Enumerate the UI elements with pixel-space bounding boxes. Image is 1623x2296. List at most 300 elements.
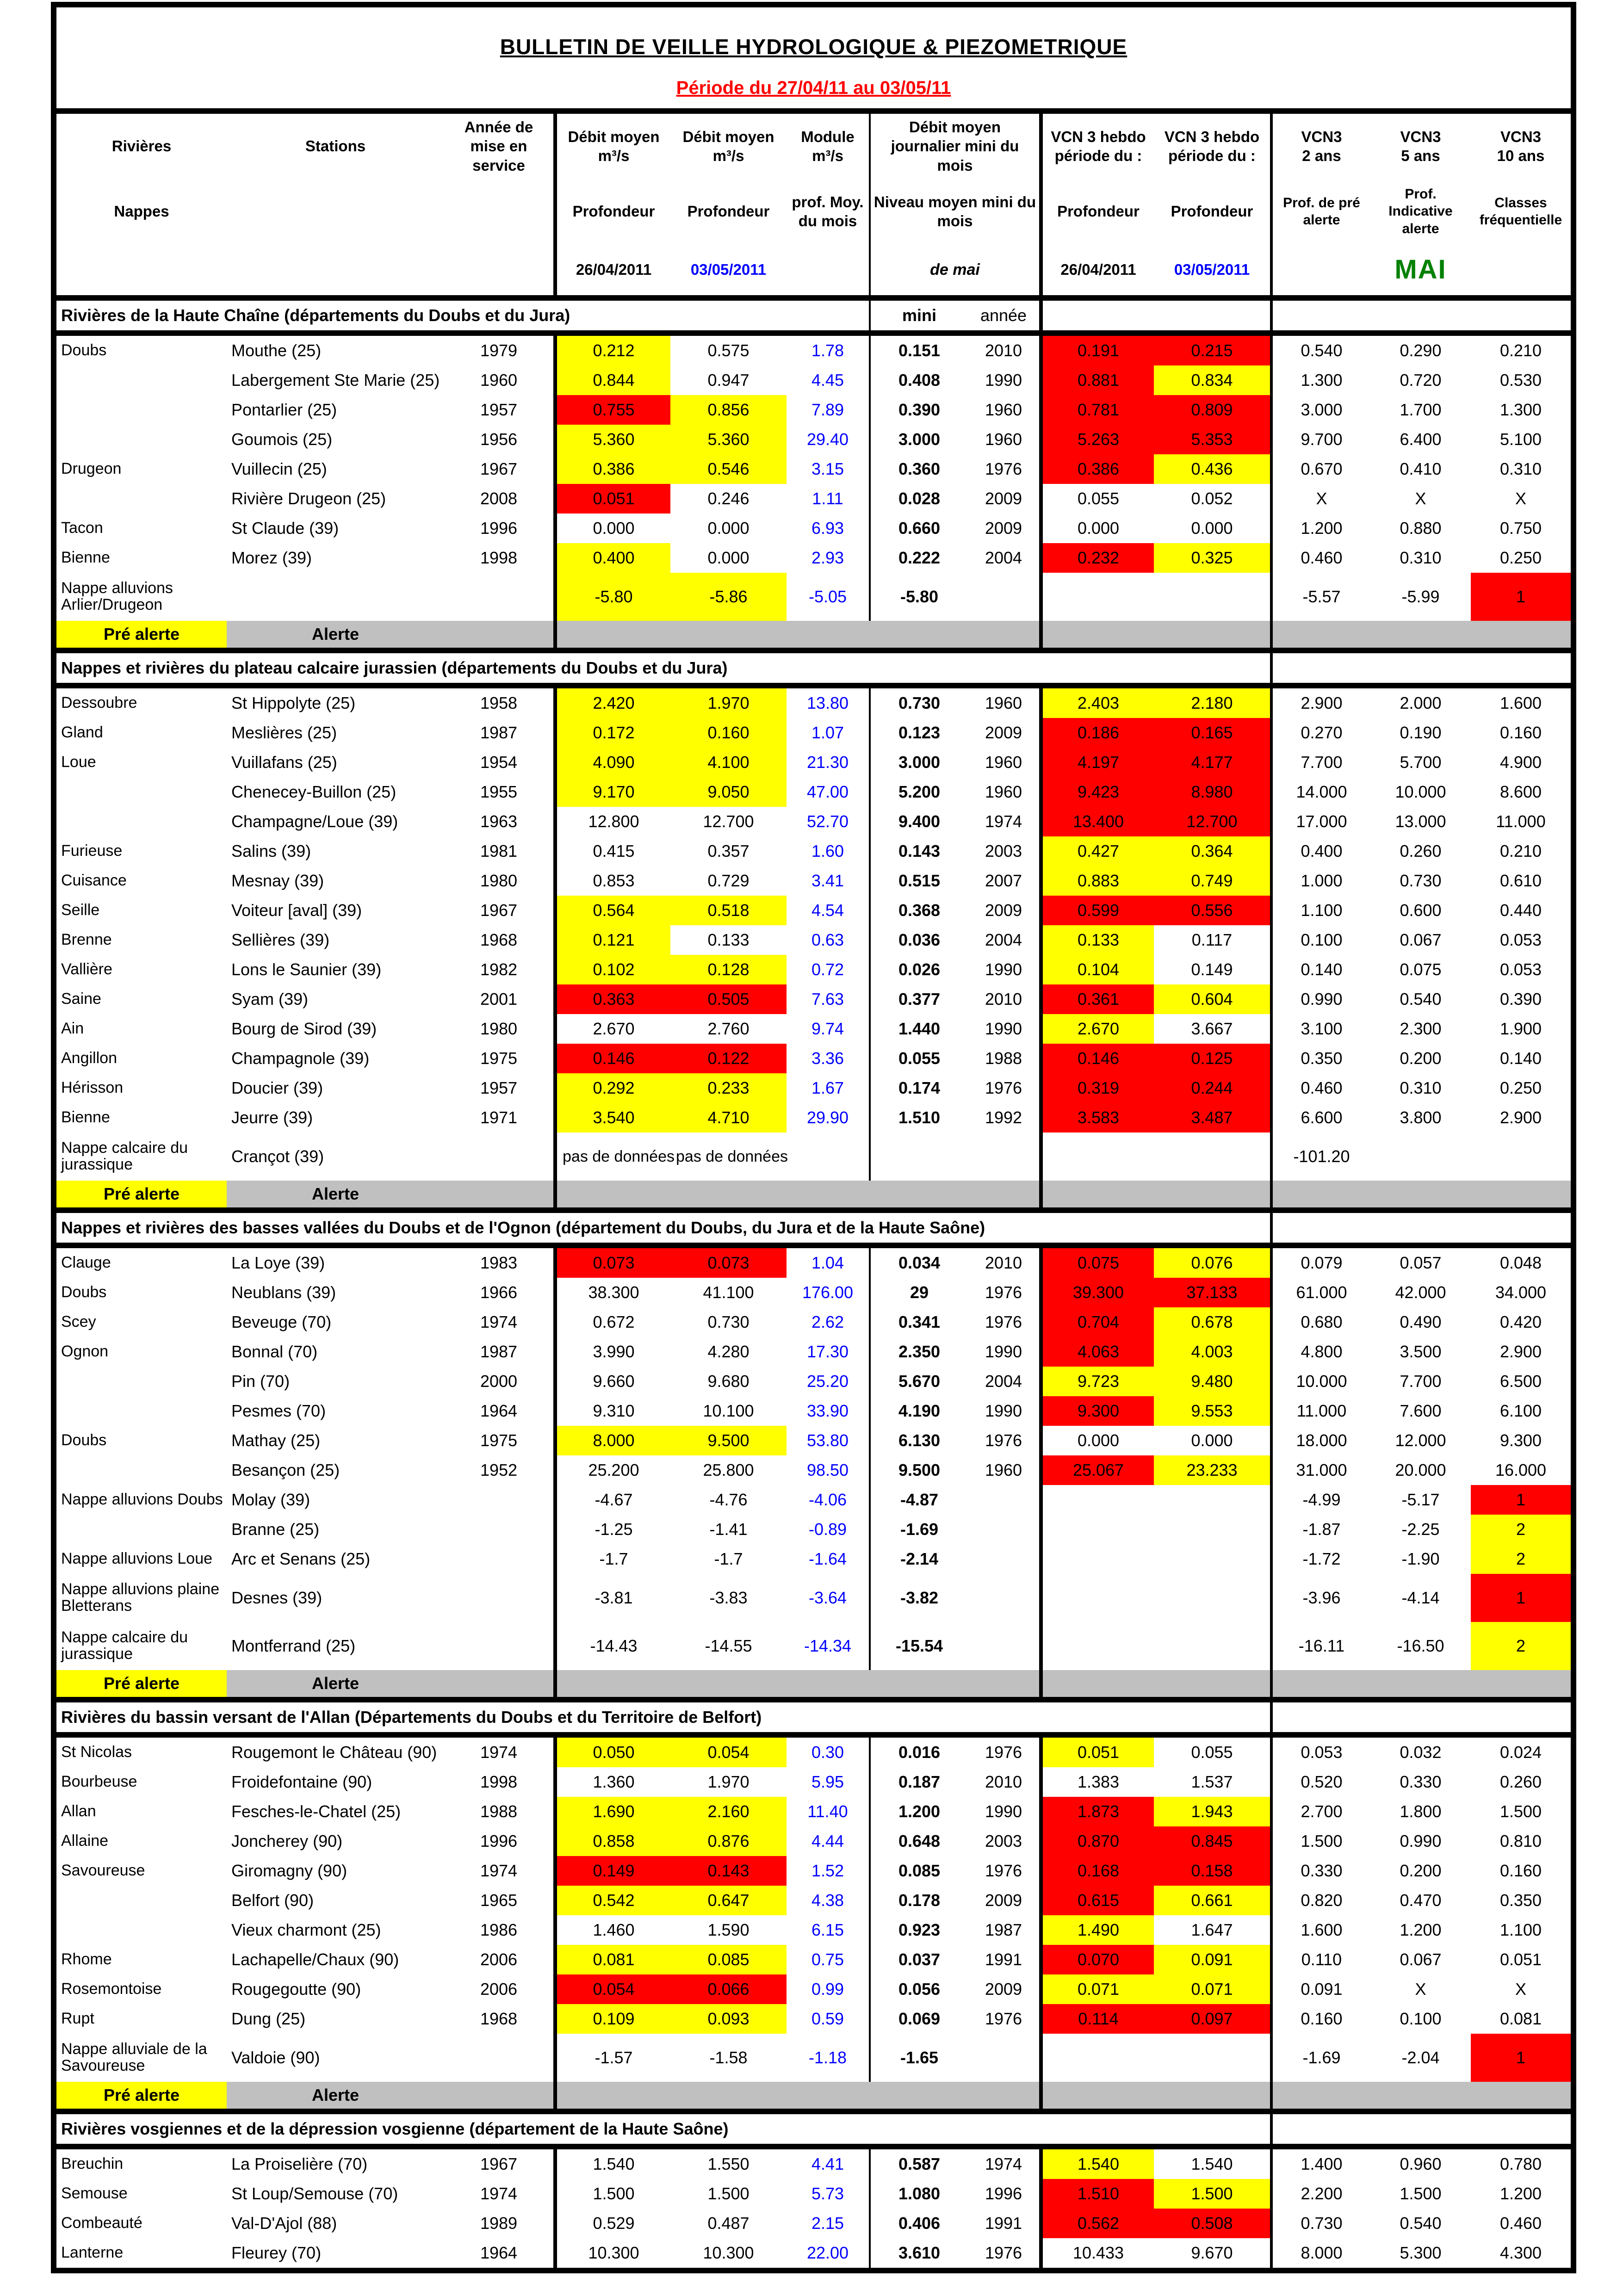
cell-vcn3-prev: 0.386 [1039,454,1154,484]
cell-vcn3-prev: 0.615 [1039,1886,1154,1915]
cell-vcn3-curr: 1.500 [1154,2179,1270,2209]
table-row [56,896,1571,925]
cell-station: Morez (39) [231,548,312,567]
legend-filler [553,1670,1039,1697]
cell-vcn3-2ans: 0.330 [1270,1856,1370,1886]
cell-debit-curr: 4.710 [670,1103,787,1133]
cell-debit-curr: 0.246 [707,489,750,508]
cell-module: 4.44 [811,1831,844,1850]
cell-riviere-nappe: Clauge [61,1254,111,1272]
cell-vcn3-prev: 0.070 [1039,1945,1154,1974]
table-row [56,2004,1571,2034]
cell-debit-curr: 25.800 [703,1460,754,1479]
cell-debit-curr: -3.83 [709,1588,748,1607]
cell-module: 6.15 [811,1920,844,1939]
cell-riviere-nappe: Rosemontoise [61,1980,162,1998]
cell-annee-mini: 1991 [985,1949,1022,1969]
cell-debit-curr: pas de données [676,1147,788,1165]
cell-module: 17.30 [806,1342,849,1361]
cell-debit-prev: 0.121 [553,925,670,955]
cell-vcn3-prev: 9.423 [1039,777,1154,807]
cell-vcn3-curr: 12.700 [1154,807,1270,836]
cell-station: Molay (39) [231,1490,310,1509]
header-spacer-c1 [56,244,553,295]
cell-vcn3-2ans: -3.96 [1270,1574,1370,1622]
header-profondeur-1: Profondeur [553,179,670,244]
cell-classe-frequentielle: 0.053 [1499,930,1542,949]
cell-annee-service [444,1485,553,1515]
cell-riviere-nappe: Ain [61,1020,84,1038]
cell-module: 2.62 [811,1312,844,1331]
cell-annee-mini: 2009 [985,1890,1022,1910]
cell-annee-mini: 1976 [985,1430,1022,1450]
header-debit-moyen-1-label: Débit moyen [568,128,660,145]
cell-vcn3-curr: 3.667 [1191,1019,1233,1038]
section-divider-bar [56,2144,1571,2149]
cell-vcn3-5ans [1370,1133,1471,1181]
cell-riviere-nappe: Nappe alluviale de la Savoureuse [61,2040,207,2074]
cell-annee-service: 2006 [480,1949,518,1969]
cell-vcn3-prev: 4.063 [1039,1337,1154,1367]
cell-debit-prev: 0.564 [553,896,670,925]
cell-annee-mini: 1976 [985,1742,1022,1762]
cell-vcn3-prev: 0.146 [1039,1044,1154,1073]
cell-classe-frequentielle: 9.300 [1499,1430,1542,1450]
cell-module: 1.11 [812,489,843,508]
cell-vcn3-curr: 8.980 [1154,777,1270,807]
cell-annee-mini: 1976 [985,2009,1022,2028]
cell-station: Jeurre (39) [231,1108,313,1127]
cell-annee-mini [968,1515,1039,1544]
cell-vcn3-2ans: 0.140 [1270,955,1370,984]
cell-debit-curr: 2.760 [707,1019,750,1038]
cell-annee-mini: 1976 [985,459,1022,478]
legend-filler [1039,1181,1270,1207]
cell-vcn3-curr: 4.003 [1154,1337,1270,1367]
cell-debit-curr: 5.360 [670,425,787,454]
cell-vcn3-curr: 23.233 [1154,1455,1270,1485]
cell-vcn3-2ans: 2.900 [1270,688,1370,718]
cell-vcn3-prev: 1.490 [1039,1915,1154,1945]
cell-mini-mois: 1.440 [869,1014,968,1044]
cell-mini-mois: 3.610 [869,2238,968,2268]
cell-vcn3-prev: 1.873 [1039,1797,1154,1826]
cell-debit-prev: 0.386 [553,454,670,484]
cell-station: Branne (25) [231,1519,320,1539]
section-divider-bar [56,1243,1571,1248]
cell-vcn3-5ans: -5.17 [1401,1490,1440,1509]
cell-vcn3-curr: 0.325 [1154,543,1270,573]
cell-debit-curr: 0.160 [670,718,787,748]
cell-debit-prev: 1.690 [553,1797,670,1826]
cell-debit-prev: 1.460 [553,1915,670,1945]
cell-vcn3-2ans: 0.990 [1270,984,1370,1014]
cell-annee-mini [968,2034,1039,2082]
cell-annee-service: 1963 [480,811,518,831]
table-row [56,1826,1571,1856]
cell-vcn3-prev [1039,1515,1154,1544]
cell-riviere-nappe: Scey [61,1313,96,1331]
cell-classe-frequentielle: 0.160 [1499,1861,1542,1880]
cell-vcn3-2ans: -4.99 [1270,1485,1370,1515]
cell-annee-mini [968,1544,1039,1574]
cell-module: 1.78 [811,340,844,360]
cell-station: Besançon (25) [231,1460,340,1479]
header-vcn3-label-2: VCN3 [1400,128,1441,145]
cell-vcn3-5ans: 1.500 [1400,2184,1442,2203]
cell-annee-service: 1983 [480,1253,518,1272]
cell-module: 4.54 [811,900,844,920]
cell-debit-curr: 0.487 [707,2213,750,2233]
table-row [56,1622,1571,1670]
cell-vcn3-5ans: 0.990 [1400,1831,1442,1850]
header-annee-service: Année de mise en service [464,118,533,174]
cell-debit-prev: 3.540 [553,1103,670,1133]
cell-riviere-nappe [56,1367,227,1396]
cell-vcn3-2ans: 11.000 [1270,1396,1370,1426]
cell-debit-prev: 0.853 [553,866,670,896]
cell-annee-service: 2000 [480,1371,518,1391]
cell-mini-mois: 0.028 [869,484,968,514]
cell-station: Giromagny (90) [231,1861,347,1880]
cell-module: 0.99 [811,1979,844,1999]
cell-mini-mois: 4.190 [869,1396,968,1426]
cell-debit-curr: 0.085 [670,1945,787,1974]
page-title: BULLETIN DE VEILLE HYDROLOGIQUE & PIEZOMETRIQUE [500,35,1127,59]
section-divider-bar [56,330,1571,336]
cell-station: Crançot (39) [231,1146,324,1166]
legend-pre-alerte: Pré alerte [56,621,227,648]
cell-annee-service: 1981 [480,841,518,860]
cell-vcn3-curr: 0.436 [1154,454,1270,484]
cell-module: 1.52 [811,1861,844,1880]
legend-row [56,2082,1571,2109]
header-date-prev-2: 26/04/2011 [1039,244,1154,295]
legend-filler [553,621,1039,648]
table-row [56,1307,1571,1337]
cell-module: 3.15 [811,459,844,478]
table-row [56,984,1571,1014]
cell-riviere-nappe: Bienne [61,1108,110,1126]
cell-vcn3-prev: 0.232 [1039,543,1154,573]
cell-vcn3-curr: 0.749 [1154,866,1270,896]
cell-debit-curr: 0.575 [707,340,750,360]
header-debit-moyen-2 [670,114,787,179]
cell-mini-mois: -3.82 [869,1574,968,1622]
cell-classe-frequentielle: 2.900 [1499,1108,1542,1127]
cell-mini-mois: 0.034 [869,1248,968,1278]
table-row [56,1044,1571,1073]
section-divider-bar [56,648,1571,653]
cell-station: Sellières (39) [231,930,330,949]
cell-annee-service: 1967 [480,2154,518,2173]
cell-module: 0.75 [811,1949,844,1969]
cell-debit-curr: 0.128 [670,955,787,984]
cell-vcn3-prev [1039,2034,1154,2082]
cell-vcn3-5ans: 3.800 [1400,1108,1442,1127]
cell-debit-prev: 0.415 [553,836,670,866]
cell-annee-mini: 1960 [985,782,1022,801]
cell-module: -1.18 [808,2048,847,2067]
table-row [56,2209,1571,2238]
cell-classe-frequentielle: 0.053 [1499,959,1542,979]
cell-vcn3-2ans: 0.100 [1270,925,1370,955]
cell-annee-service: 1971 [480,1108,518,1127]
legend-row [56,1181,1571,1207]
cell-vcn3-prev [1039,573,1154,621]
cell-vcn3-curr: 0.117 [1191,930,1233,949]
legend-filler [1039,1670,1270,1697]
cell-vcn3-prev: 0.133 [1039,925,1154,955]
cell-module: -0.89 [808,1519,847,1539]
cell-module: 21.30 [806,752,849,772]
cell-riviere-nappe: Vallière [61,960,112,978]
cell-vcn3-5ans: 1.800 [1400,1801,1442,1821]
cell-mini-mois: -15.54 [869,1622,968,1670]
cell-vcn3-2ans: 6.600 [1270,1103,1370,1133]
cell-module: 0.30 [811,1742,844,1762]
cell-debit-prev: -14.43 [553,1622,670,1670]
cell-vcn3-5ans: 0.600 [1400,900,1442,920]
cell-station: Montferrand (25) [231,1636,356,1655]
cell-module: -5.05 [808,587,847,606]
cell-debit-curr: 1.970 [670,688,787,718]
cell-debit-prev: -1.25 [553,1515,670,1544]
cell-annee-mini: 2010 [985,340,1022,360]
header-vcn3-2ans [1270,114,1370,179]
section-divider-bar [56,2109,1571,2114]
cell-debit-prev: 25.200 [553,1455,670,1485]
cell-vcn3-curr: 9.553 [1154,1396,1270,1426]
cell-station: Goumois (25) [231,429,333,449]
cell-module: 22.00 [806,2243,849,2262]
cell-vcn3-curr: 0.809 [1154,395,1270,425]
cell-station: Val-D'Ajol (88) [231,2213,337,2233]
table-row [56,688,1571,718]
cell-annee-service: 1964 [480,2243,518,2262]
cell-vcn3-curr: 0.678 [1154,1307,1270,1337]
cell-annee-mini: 2010 [985,1772,1022,1791]
cell-vcn3-curr: 3.487 [1154,1103,1270,1133]
cell-vcn3-5ans: -1.90 [1401,1549,1440,1568]
cell-vcn3-prev: 0.051 [1039,1738,1154,1767]
cell-vcn3-5ans: 12.000 [1395,1430,1446,1450]
cell-debit-curr: 0.073 [670,1248,787,1278]
cell-debit-curr: 0.000 [707,518,750,538]
cell-annee-service [444,1622,553,1670]
cell-riviere-nappe: Tacon [61,519,103,537]
cell-vcn3-prev: 1.540 [1039,2149,1154,2179]
cell-vcn3-5ans: 0.310 [1400,1078,1442,1097]
cell-vcn3-prev: 0.781 [1039,395,1154,425]
cell-module: 33.90 [806,1401,849,1420]
cell-module: 1.07 [811,723,844,742]
cell-annee-mini: 1990 [985,1019,1022,1038]
cell-vcn3-2ans: 61.000 [1270,1278,1370,1307]
cell-debit-curr: 1.550 [707,2154,750,2173]
cell-annee-mini: 1990 [985,959,1022,979]
cell-station: Vuillafans (25) [231,752,337,772]
header-2ans-label: 2 ans [1302,147,1341,164]
cell-classe-frequentielle: 0.140 [1499,1048,1542,1068]
cell-vcn3-curr [1154,1574,1270,1622]
legend-pre-alerte: Pré alerte [56,1670,227,1697]
cell-debit-curr: -4.76 [709,1490,748,1509]
cell-station: Champagne/Loue (39) [231,811,398,831]
header-row-sub [56,179,1571,244]
cell-riviere-nappe: Ognon [61,1343,109,1361]
cell-vcn3-prev: 0.071 [1039,1974,1154,2004]
cell-vcn3-prev: 39.300 [1039,1278,1154,1307]
cell-debit-prev: 0.149 [553,1856,670,1886]
legend-row [56,1670,1571,1697]
cell-debit-curr: 0.233 [670,1073,787,1103]
cell-vcn3-curr [1154,1622,1270,1670]
cell-vcn3-5ans: 0.470 [1400,1890,1442,1910]
cell-mini-mois: 3.000 [869,748,968,777]
cell-debit-curr: 0.856 [670,395,787,425]
cell-vcn3-5ans: 5.300 [1400,2243,1442,2262]
table-row [56,748,1571,777]
cell-mini-mois: -2.14 [869,1544,968,1574]
cell-annee-service: 1980 [480,871,518,890]
table-row [56,1455,1571,1485]
cell-vcn3-2ans: 0.400 [1270,836,1370,866]
cell-annee-mini: 1976 [985,1861,1022,1880]
cell-vcn3-2ans: -16.11 [1270,1622,1370,1670]
cell-station: Pesmes (70) [231,1401,326,1420]
cell-mini-mois: 0.174 [869,1073,968,1103]
section-title: Rivières du bassin versant de l'Allan (Départements du Doubs et du Territoire de Belfort) [61,1707,762,1727]
cell-annee-mini: 1960 [985,429,1022,449]
cell-annee-service: 1998 [480,1772,518,1791]
table-row [56,1767,1571,1797]
cell-station: Salins (39) [231,841,311,860]
cell-annee-service: 1957 [480,400,518,419]
cell-vcn3-2ans: 0.460 [1270,543,1370,573]
cell-annee-mini: 1990 [985,1801,1022,1821]
cell-module: 98.50 [806,1460,849,1479]
legend-filler [553,1181,1039,1207]
cell-vcn3-prev: 4.197 [1039,748,1154,777]
cell-annee-service [444,573,553,621]
cell-riviere-nappe: Nappe alluvions plaine Bletterans [61,1580,220,1615]
cell-riviere-nappe: Lanterne [61,2244,124,2262]
section-title-spacer [1270,2114,1571,2144]
cell-annee-service: 1967 [480,900,518,920]
cell-classe-frequentielle: 0.048 [1499,1253,1542,1272]
cell-station: Mathay (25) [231,1430,321,1450]
cell-riviere-nappe: St Nicolas [61,1743,132,1761]
cell-annee-mini: 2004 [985,930,1022,949]
cell-station: St Loup/Semouse (70) [231,2184,398,2203]
cell-vcn3-curr: 1.537 [1191,1772,1233,1791]
cell-annee-mini: 2009 [985,723,1022,742]
cell-annee-mini: 1996 [985,2184,1022,2203]
cell-annee-mini: 1976 [985,1282,1022,1302]
cell-debit-prev: 9.170 [553,777,670,807]
cell-riviere-nappe: Drugeon [61,460,122,478]
cell-riviere-nappe: Dessoubre [61,694,137,712]
header-5ans-label: 5 ans [1401,147,1440,164]
cell-annee-mini: 1988 [985,1048,1022,1068]
cell-station: Arc et Senans (25) [231,1549,371,1568]
section-title-row [56,1702,1571,1732]
cell-vcn3-prev: 0.704 [1039,1307,1154,1337]
cell-classe-frequentielle: 0.460 [1499,2213,1542,2233]
header-unit-1: m³/s [598,147,630,164]
cell-station: Meslières (25) [231,723,337,742]
cell-annee-mini [968,573,1039,621]
cell-mini-mois: 0.143 [869,836,968,866]
legend-alerte: Alerte [227,1181,444,1207]
table-row [56,1574,1571,1622]
cell-vcn3-2ans: 1.200 [1270,514,1370,543]
cell-vcn3-2ans: 0.091 [1270,1974,1370,2004]
cell-vcn3-prev [1039,1544,1154,1574]
table-row [56,1278,1571,1307]
legend-row [56,621,1571,648]
cell-vcn3-5ans: -5.99 [1401,587,1440,606]
cell-classe-frequentielle: 0.081 [1499,2009,1542,2028]
bulletin-document [51,2,1576,2273]
column-label-annee: année [980,305,1027,325]
cell-station: Joncherey (90) [231,1831,343,1850]
cell-vcn3-prev: 1.510 [1039,2179,1154,2209]
cell-mini-mois: -5.80 [869,573,968,621]
cell-debit-curr: 4.280 [707,1342,750,1361]
cell-vcn3-prev [1039,1622,1154,1670]
cell-debit-prev: 0.400 [553,543,670,573]
cell-annee-service: 1957 [480,1078,518,1097]
cell-vcn3-5ans: -4.14 [1401,1588,1440,1607]
cell-debit-prev: 0.073 [553,1248,670,1278]
cell-module: 0.72 [811,959,844,979]
cell-debit-prev: 0.102 [553,955,670,984]
cell-module: 3.36 [811,1048,844,1068]
cell-mini-mois: 0.515 [869,866,968,896]
cell-classe-frequentielle: 4.300 [1499,2243,1542,2262]
table-row [56,2238,1571,2268]
cell-vcn3-5ans: 0.540 [1400,2213,1442,2233]
cell-annee-mini: 1960 [985,693,1022,712]
legend-alerte: Alerte [227,1670,444,1697]
cell-vcn3-curr: 0.076 [1154,1248,1270,1278]
cell-annee-service [444,1515,553,1544]
table-row [56,807,1571,836]
cell-annee-service: 1974 [480,1312,518,1331]
cell-vcn3-5ans: 0.032 [1400,1742,1442,1762]
cell-debit-prev: 0.081 [553,1945,670,1974]
cell-annee-service: 1974 [480,1742,518,1762]
cell-debit-curr: 0.518 [670,896,787,925]
cell-vcn3-5ans: 0.260 [1400,841,1442,860]
cell-vcn3-5ans: -2.04 [1401,2048,1440,2067]
cell-vcn3-curr: 2.180 [1154,688,1270,718]
header-nappes: Nappes [114,203,169,220]
cell-vcn3-curr: 0.055 [1191,1742,1233,1762]
cell-station: Belfort (90) [231,1890,314,1910]
cell-vcn3-2ans: 0.110 [1270,1945,1370,1974]
cell-debit-curr: -14.55 [705,1636,752,1655]
cell-classe-frequentielle: 4.900 [1499,752,1542,772]
cell-vcn3-5ans: 0.410 [1400,459,1442,478]
cell-classe-frequentielle: 0.210 [1499,340,1542,360]
cell-classe-frequentielle [1471,1133,1571,1181]
cell-mini-mois: 29 [869,1278,968,1307]
cell-debit-prev: -1.57 [553,2034,670,2082]
header-rivieres: Rivières [112,137,172,155]
